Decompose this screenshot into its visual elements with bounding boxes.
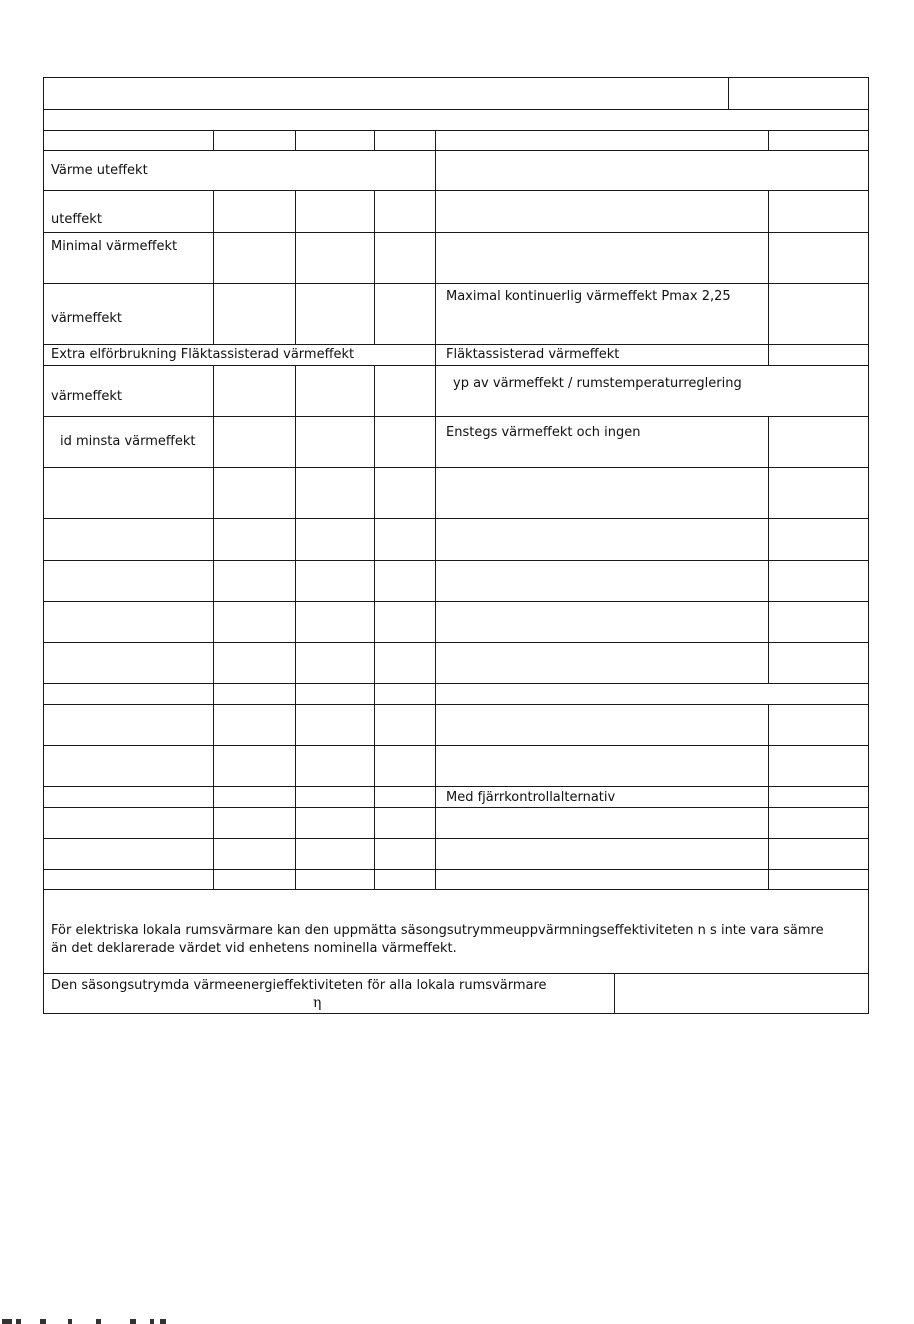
eta-symbol: η — [313, 995, 322, 1011]
column-line — [768, 416, 769, 683]
row-line — [43, 973, 869, 974]
at-nominal-output-label: värmeffekt — [51, 389, 123, 404]
row-line — [43, 190, 869, 191]
remote-control-option-label: Med fjärrkontrollalternativ — [446, 790, 616, 805]
column-line — [768, 704, 769, 889]
row-line — [43, 150, 869, 151]
row-line — [43, 745, 869, 746]
column-line — [213, 365, 214, 889]
title-cell-divider — [728, 77, 729, 109]
single-stage-output-label: Enstegs värmeffekt och ingen — [446, 425, 641, 440]
row-line — [43, 704, 869, 705]
at-minimum-output-label: id minsta värmeffekt — [60, 434, 196, 449]
row-line — [43, 365, 869, 366]
column-line — [295, 130, 296, 150]
efficiency-note-line-2: än det deklarerade värdet vid enhetens nominella värmeffekt. — [51, 941, 457, 956]
heat-output-header: Värme uteffekt — [51, 163, 148, 178]
control-type-header: yp av värmeffekt / rumstemperaturreglering — [453, 376, 742, 391]
row-line — [43, 232, 869, 233]
table-border-left — [43, 77, 44, 1014]
column-line — [435, 130, 436, 889]
row-line — [43, 109, 869, 110]
fan-assisted-output-label: Fläktassisterad värmeffekt — [446, 347, 620, 362]
table-border-right — [868, 77, 869, 1014]
row-line — [43, 518, 869, 519]
column-line — [213, 190, 214, 344]
column-line — [374, 365, 375, 889]
column-line — [374, 190, 375, 344]
max-continuous-output-label: värmeffekt — [51, 311, 123, 326]
row-line — [43, 344, 869, 345]
efficiency-note-line-1: För elektriska lokala rumsvärmare kan den uppmätta säsongsutrymmeuppvärmningseffektiviteten n s inte vara sämre — [51, 923, 824, 938]
row-line — [43, 683, 869, 684]
output-label: uteffekt — [51, 212, 102, 227]
aux-consumption-header: Extra elförbrukning Fläktassisterad värmeffekt — [51, 347, 355, 362]
row-line — [43, 838, 869, 839]
table-border-bottom — [43, 1013, 869, 1014]
column-line — [768, 190, 769, 365]
row-line — [43, 601, 869, 602]
row-line — [43, 416, 869, 417]
row-line — [43, 807, 869, 808]
max-continuous-output-text: Maximal kontinuerlig värmeffekt Pmax 2,25 — [446, 289, 731, 304]
row-line — [43, 889, 869, 890]
row-line — [43, 560, 869, 561]
min-heat-output-label: Minimal värmeffekt — [51, 239, 178, 254]
column-line — [614, 973, 615, 1013]
row-line — [43, 130, 869, 131]
column-line — [213, 130, 214, 150]
column-line — [374, 130, 375, 150]
column-line — [295, 190, 296, 344]
column-line — [768, 130, 769, 150]
row-line — [43, 642, 869, 643]
column-line — [295, 365, 296, 889]
cropped-footer-text — [0, 1318, 180, 1324]
row-line — [43, 467, 869, 468]
row-line — [43, 869, 869, 870]
row-line — [43, 283, 869, 284]
row-line — [43, 786, 869, 787]
table-border-top — [43, 77, 869, 78]
seasonal-efficiency-label: Den säsongsutrymda värmeenergieffektiviteten för alla lokala rumsvärmare — [51, 978, 547, 993]
